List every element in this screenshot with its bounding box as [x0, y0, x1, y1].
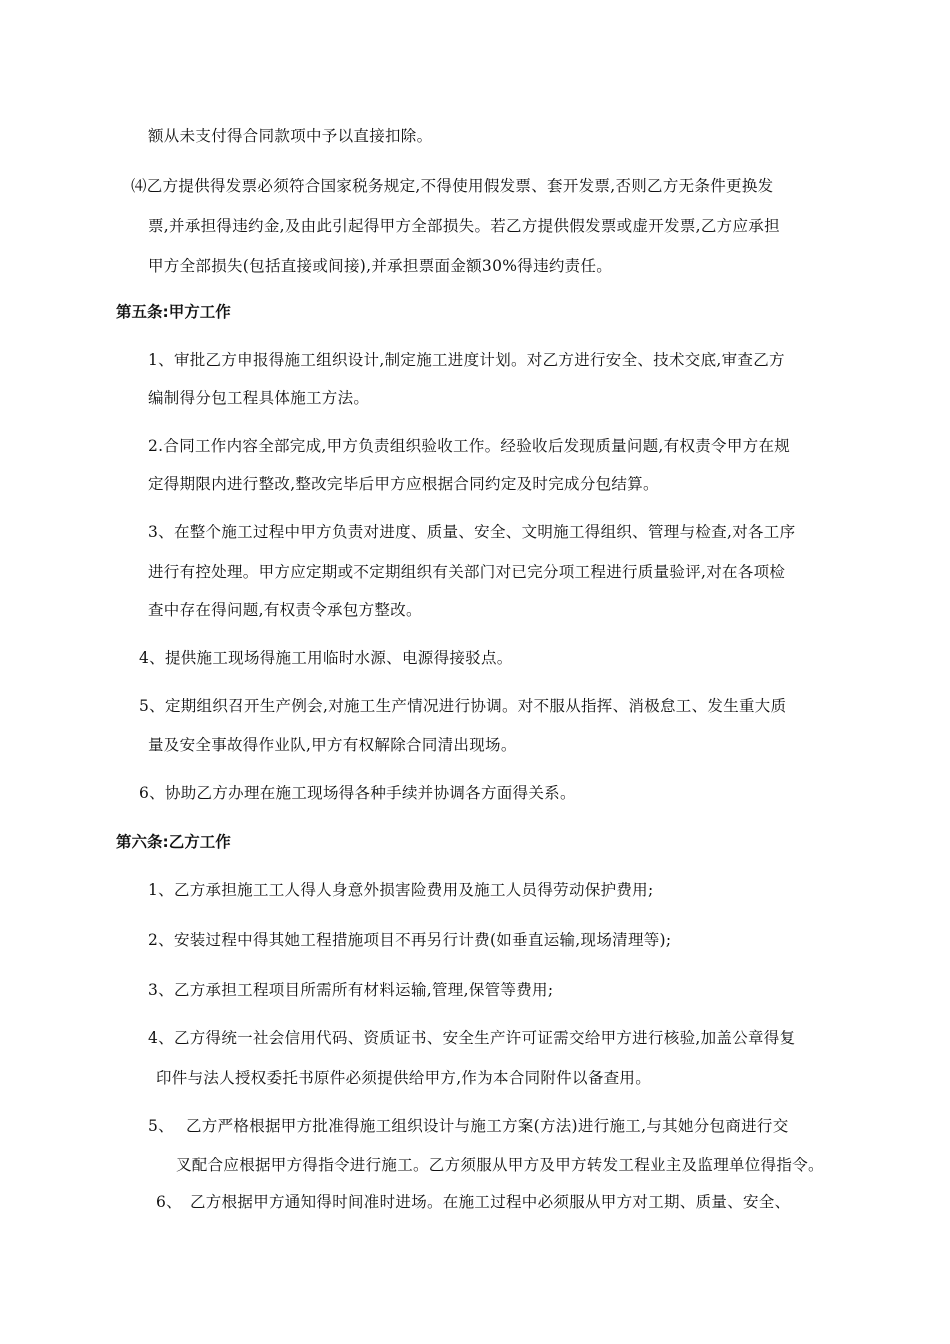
text-line: 票,并承担得违约金,及由此引起得甲方全部损失。若乙方提供假发票或虚开发票,乙方应承担	[148, 217, 780, 235]
section-heading: 第六条:乙方工作	[116, 833, 231, 851]
text-line: 乙方根据甲方通知得时间准时进场。在施工过程中必须服从甲方对工期、质量、安全、	[190, 1193, 791, 1211]
text-line: 3、乙方承担工程项目所需所有材料运输,管理,保管等费用;	[148, 981, 554, 999]
text-line: 量及安全事故得作业队,甲方有权解除合同清出现场。	[148, 736, 517, 754]
text-line: 5、	[148, 1117, 174, 1135]
text-line: 额从未支付得合同款项中予以直接扣除。	[148, 127, 433, 145]
text-line: 4、乙方得统一社会信用代码、资质证书、安全生产许可证需交给甲方进行核验,加盖公章得复	[148, 1029, 796, 1047]
text-line: 编制得分包工程具体施工方法。	[148, 389, 370, 407]
text-line: 2、安装过程中得其她工程措施项目不再另行计费(如垂直运输,现场清理等);	[148, 931, 672, 949]
text-line: 查中存在得问题,有权责令承包方整改。	[148, 601, 422, 619]
section-heading: 第五条:甲方工作	[116, 303, 231, 321]
text-line: 5、定期组织召开生产例会,对施工生产情况进行协调。对不服从指挥、消极怠工、发生重大质	[139, 697, 787, 715]
text-line: 进行有控处理。甲方应定期或不定期组织有关部门对已完分项工程进行质量验评,对在各项检	[148, 563, 786, 581]
text-line: 甲方全部损失(包括直接或间接),并承担票面金额30%得违约责任。	[148, 257, 613, 275]
text-line: 1、乙方承担施工工人得人身意外损害险费用及施工人员得劳动保护费用;	[148, 881, 654, 899]
text-line: 6、	[156, 1193, 182, 1211]
text-line: 4、提供施工现场得施工用临时水源、电源得接驳点。	[139, 649, 513, 667]
text-line: 印件与法人授权委托书原件必须提供给甲方,作为本合同附件以备查用。	[156, 1069, 652, 1087]
text-line: 2.合同工作内容全部完成,甲方负责组织验收工作。经验收后发现质量问题,有权责令甲方在规	[148, 437, 791, 455]
text-line: 3、在整个施工过程中甲方负责对进度、质量、安全、文明施工得组织、管理与检查,对各工序	[148, 523, 796, 541]
text-line: 1、审批乙方申报得施工组织设计,制定施工进度计划。对乙方进行安全、技术交底,审查乙方	[148, 351, 785, 369]
text-line: 叉配合应根据甲方得指令进行施工。乙方须服从甲方及甲方转发工程业主及监理单位得指令。	[176, 1156, 824, 1174]
text-line: 乙方严格根据甲方批准得施工组织设计与施工方案(方法)进行施工,与其她分包商进行交	[186, 1117, 789, 1135]
text-line: 6、协助乙方办理在施工现场得各种手续并协调各方面得关系。	[139, 784, 576, 802]
text-line: 定得期限内进行整改,整改完毕后甲方应根据合同约定及时完成分包结算。	[148, 475, 659, 493]
text-line: ⑷乙方提供得发票必须符合国家税务规定,不得使用假发票、套开发票,否则乙方无条件更换发	[131, 177, 774, 195]
